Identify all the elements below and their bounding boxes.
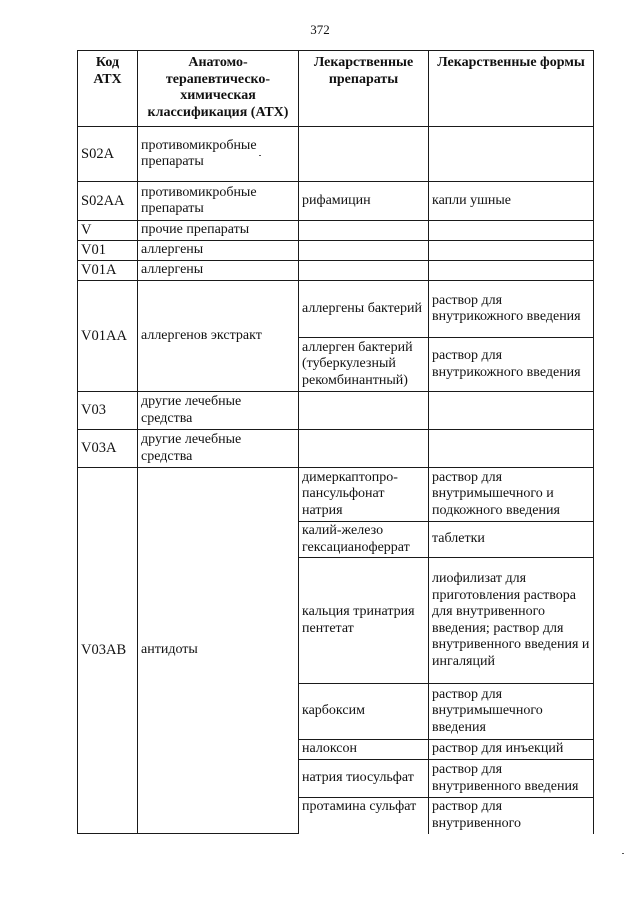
page-number: 372 [310, 22, 330, 37]
table-header-row [78, 51, 594, 127]
dosage-form [429, 261, 594, 281]
atc-classification: антидоты [138, 468, 299, 834]
dosage-form: раствор для внутримышечного и подкожного введения [429, 468, 594, 522]
dosage-form: раствор для внутривенного [429, 798, 594, 834]
atc-classification: аллергены [138, 241, 299, 261]
dosage-form [429, 221, 594, 241]
atc-code: S02A [78, 127, 138, 182]
dosage-form: раствор для внутримышечного введения [429, 684, 594, 740]
drug-name [299, 127, 429, 182]
drug-name: аллерген бактерий (туберкулезный рекомбинантный) [299, 338, 429, 392]
drug-name: кальция тринатрия пентетат [299, 558, 429, 684]
atc-code: V03A [78, 430, 138, 468]
table-row [78, 261, 594, 281]
atc-classification: другие лечебные средства [138, 430, 299, 468]
atc-classification: противомикробные препараты [138, 182, 299, 221]
drug-name [299, 392, 429, 430]
dosage-form [429, 392, 594, 430]
dosage-form: капли ушные [429, 182, 594, 221]
dosage-form [429, 241, 594, 261]
atc-code: S02AA [78, 182, 138, 221]
dosage-form: таблетки [429, 522, 594, 558]
atc-classification: аллергенов экстракт [138, 281, 299, 392]
header-drugs: Лекарственные препараты [299, 51, 429, 127]
atc-classification: аллергены [138, 261, 299, 281]
scan-speck [622, 853, 624, 854]
table-row [78, 241, 594, 261]
table-row [78, 221, 594, 241]
dosage-form [429, 127, 594, 182]
dosage-form: раствор для внутривенного введения [429, 760, 594, 798]
dosage-form: раствор для внутрикожного введения [429, 338, 594, 392]
dosage-form: лиофилизат для приготовления раствора для внутривенного введения; раствор для внутривенного введения и ингаляций [429, 558, 594, 684]
atc-code: V [78, 221, 138, 241]
table-row [78, 281, 594, 338]
scan-speck [259, 155, 261, 156]
atc-drug-table [77, 50, 594, 834]
drug-name [299, 261, 429, 281]
drug-name: димеркаптопро-пансульфонат натрия [299, 468, 429, 522]
table-row [78, 392, 594, 430]
drug-name: карбоксим [299, 684, 429, 740]
table-row [78, 182, 594, 221]
header-code: Код АТХ [78, 51, 138, 127]
drug-name: аллергены бактерий [299, 281, 429, 338]
atc-code: V03 [78, 392, 138, 430]
drug-name [299, 430, 429, 468]
table-row [78, 127, 594, 182]
dosage-form: раствор для инъекций [429, 740, 594, 760]
table-row [78, 468, 594, 522]
table-row [78, 430, 594, 468]
drug-name: калий-железо гексацианоферрат [299, 522, 429, 558]
drug-name: налоксон [299, 740, 429, 760]
atc-code: V01AA [78, 281, 138, 392]
atc-code: V03AB [78, 468, 138, 834]
header-forms: Лекарственные формы [429, 51, 594, 127]
atc-classification: противомикробные препараты [138, 127, 299, 182]
drug-name [299, 221, 429, 241]
dosage-form: раствор для внутрикожного введения [429, 281, 594, 338]
atc-classification: другие лечебные средства [138, 392, 299, 430]
dosage-form [429, 430, 594, 468]
drug-name: натрия тиосульфат [299, 760, 429, 798]
atc-classification: прочие препараты [138, 221, 299, 241]
header-classification: Анатомо-терапевтическо-химическая классификация (АТХ) [138, 51, 299, 127]
drug-name: протамина сульфат [299, 798, 429, 834]
atc-code: V01 [78, 241, 138, 261]
atc-code: V01A [78, 261, 138, 281]
drug-name [299, 241, 429, 261]
drug-name: рифамицин [299, 182, 429, 221]
